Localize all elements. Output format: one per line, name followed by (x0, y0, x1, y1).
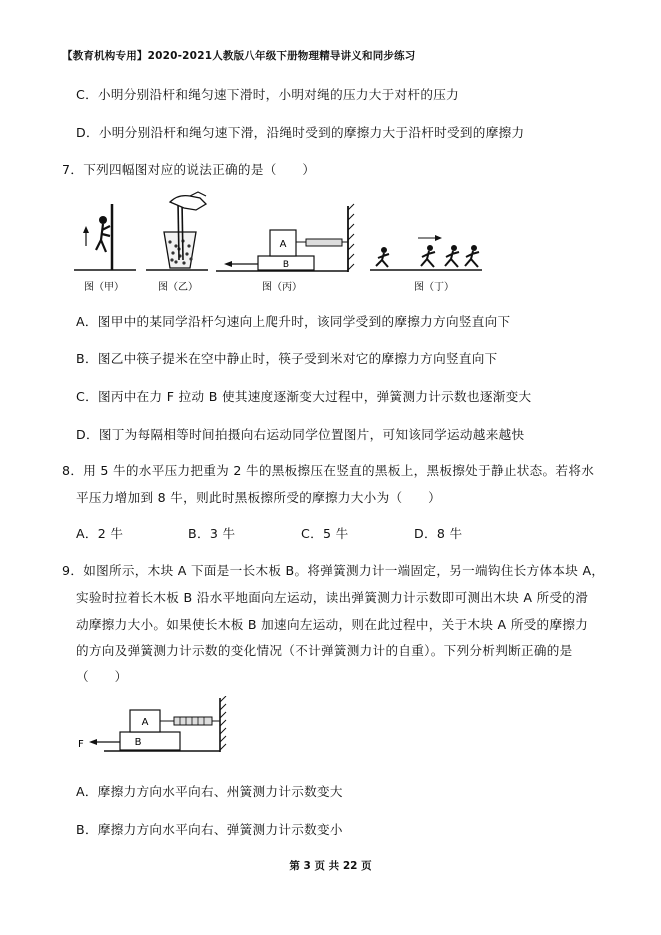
q7-option-c: C．图丙中在力 F 拉动 B 使其速度逐渐变大过程中，弹簧测力计示数也逐渐变大 (76, 389, 532, 404)
q9-block-a: A (141, 717, 149, 728)
q9-stem-line3: 动摩擦力大小。如果使长木板 B 加速向左运动，则在此过程中，关于木块 A 所受的摩擦力 (76, 617, 589, 632)
figure-yi (146, 192, 208, 270)
q8-stem-line1: 8．用 5 牛的水平压力把重为 2 牛的黑板擦压在竖直的黑板上，黑板擦处于静止状态。若将水 (62, 463, 595, 478)
caption-ding: 图（丁） (414, 282, 454, 293)
q7-stem: 7．下列四幅图对应的说法正确的是（ ） (62, 162, 316, 177)
q6-option-c: C．小明分别沿杆和绳匀速下滑时，小明对绳的压力大于对杆的压力 (76, 87, 460, 102)
caption-jia: 图（甲） (84, 282, 124, 293)
q9-stem-line1: 9．如图所示，木块 A 下面是一长木板 B。将弹簧测力计一端固定，另一端钩住长方体本块 A， (62, 563, 605, 578)
q9-figure (74, 696, 234, 758)
figure-bing (216, 204, 354, 272)
q7-option-d: D．图丁为每隔相等时间拍摄向右运动同学位置图片，可知该同学运动越来越快 (76, 427, 525, 442)
figure-bing-block-a: A (279, 239, 287, 250)
q8-stem-line2: 平压力增加到 8 牛，则此时黑板擦所受的摩擦力大小为（ ） (76, 490, 442, 505)
caption-yi: 图（乙） (158, 282, 198, 293)
q8-choice-d: D．8 牛 (414, 526, 463, 541)
q8-choice-c: C．5 牛 (301, 526, 349, 541)
figure-jia (74, 204, 136, 270)
q7-figures (66, 180, 506, 296)
q8-choice-a: A．2 牛 (76, 526, 124, 541)
q9-stem-line4: 的方向及弹簧测力计示数的变化情况（不计弹簧测力计的自重）。下列分析判断正确的是 (76, 643, 573, 658)
q8-choice-b: B．3 牛 (188, 526, 236, 541)
page-footer: 第 3 页 共 22 页 (289, 860, 372, 872)
q9-option-b: B．摩擦力方向水平向右、弹簧测力计示数变小 (76, 822, 343, 837)
q6-option-d: D．小明分别沿杆和绳匀速下滑，沿绳时受到的摩擦力大于沿杆时受到的摩擦力 (76, 125, 525, 140)
q7-option-b: B．图乙中筷子提米在空中静止时，筷子受到米对它的摩擦力方向竖直向下 (76, 351, 498, 366)
page-header: 【教育机构专用】2020-2021人教版八年级下册物理精导讲义和同步练习 (62, 50, 416, 62)
q9-stem-line2: 实验时拉着长木板 B 沿水平地面向左运动，读出弹簧测力计示数即可测出木块 A 所受的滑 (76, 590, 589, 605)
q9-option-a: A．摩擦力方向水平向右、州簧测力计示数变大 (76, 784, 343, 799)
q9-stem-line5: （ ） (76, 669, 128, 684)
q9-force-label: F (78, 739, 84, 750)
figure-ding (370, 235, 482, 270)
caption-bing: 图（丙） (262, 282, 302, 293)
figure-bing-block-b: B (282, 260, 290, 270)
q9-block-b: B (134, 737, 142, 748)
q7-option-a: A．图甲中的某同学沿杆匀速向上爬升时，该同学受到的摩擦力方向竖直向下 (76, 314, 511, 329)
